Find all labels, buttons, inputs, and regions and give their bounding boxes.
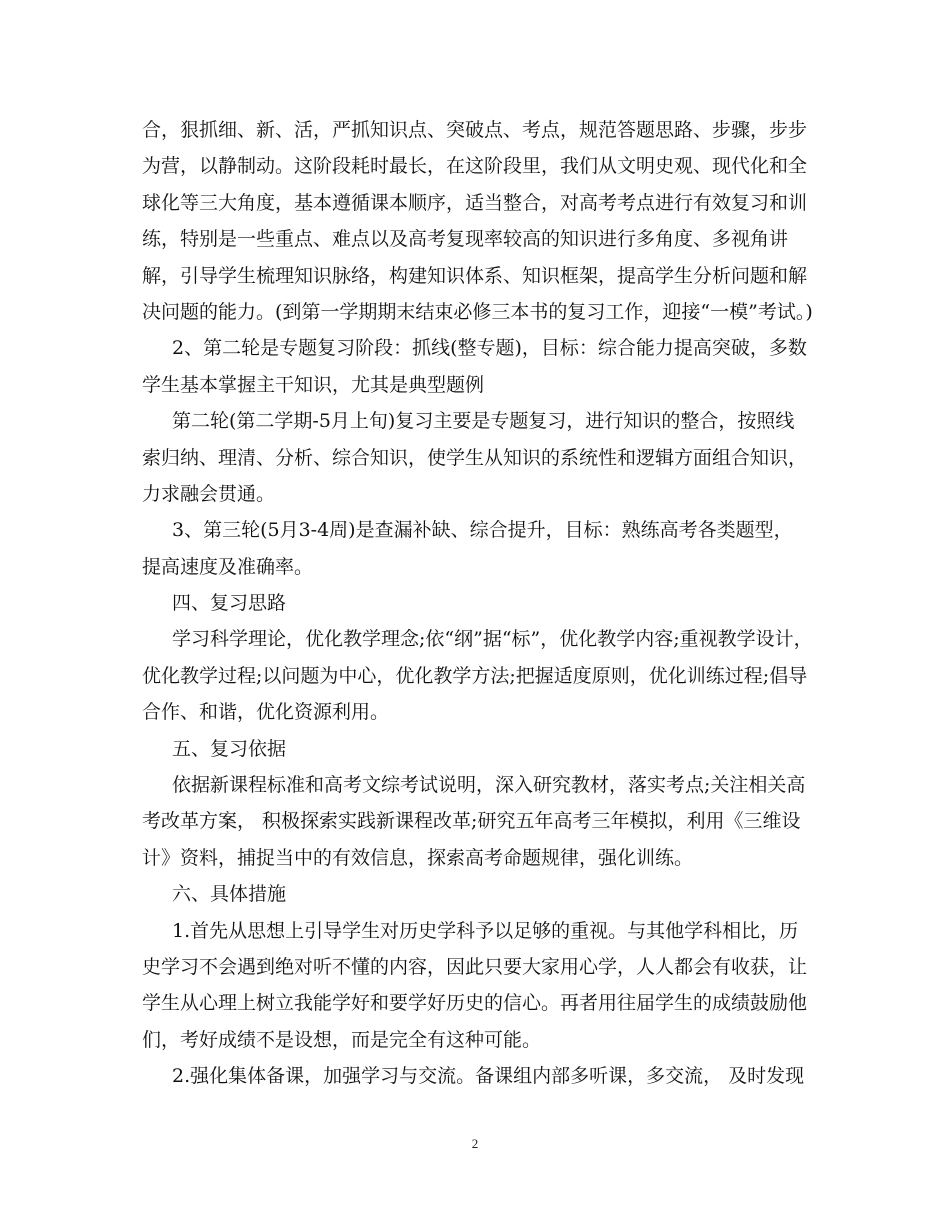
text-line: 四、复习思路 [172,592,287,615]
text-line: 为营，以静制动。这阶段耗时最长，在这阶段里，我们从文明史观、现代化和全 [142,155,808,178]
text-line: 索归纳、理清、分析、综合知识，使学生从知识的系统性和逻辑方面组合知识， [142,446,808,469]
text-line: 学生从心理上树立我能学好和要学好历史的信心。再者用往届学生的成绩鼓励他 [142,992,808,1015]
text-line: 解，引导学生梳理知识脉络，构建知识体系、知识框架，提高学生分析问题和解 [142,264,808,287]
text-line: 五、复习依据 [172,737,287,760]
text-line: 合作、和谐，优化资源利用。 [142,701,390,724]
text-line: 们，考好成绩不是设想，而是完全有这种可能。 [142,1028,542,1051]
text-line: 力求融会贯通。 [142,482,276,505]
text-line: 3、第三轮(5月3-4周)是查漏补缺、综合提升，目标：熟练高考各类题型， [172,519,793,542]
text-line: 六、具体措施 [172,883,287,906]
text-line: 优化教学过程;以问题为中心，优化教学方法;把握适度原则，优化训练过程;倡导 [142,664,808,687]
text-line: 学生基本掌握主干知识，尤其是典型题例 [142,373,485,396]
text-line: 考改革方案， 积极探索实践新课程改革;研究五年高考三年模拟，利用《三维设 [142,810,801,833]
text-line: 球化等三大角度，基本遵循课本顺序，适当整合，对高考考点进行有效复习和训 [142,191,808,214]
text-line: 依据新课程标准和高考文综考试说明，深入研究教材，落实考点;关注相关高 [172,774,806,797]
document-body [142,112,813,1095]
text-line: 第二轮(第二学期-5月上旬)复习主要是专题复习，进行知识的整合，按照线 [172,410,795,433]
text-line: 计》资料，捕捉当中的有效信息，探索高考命题规律，强化训练。 [142,846,694,869]
text-line: 1.首先从思想上引导学生对历史学科予以足够的重视。与其他学科相比，历 [172,919,799,942]
text-line: 决问题的能力。(到第一学期期末结束必修三本书的复习工作，迎接“一模”考试。) [142,300,813,323]
text-line: 2.强化集体备课，加强学习与交流。备课组内部多听课，多交流， 及时发现 [172,1065,805,1088]
text-line: 学习科学理论，优化教学理念;依“纲”据“标”，优化教学内容;重视教学设计， [172,628,813,651]
text-line: 2、第二轮是专题复习阶段：抓线(整专题)，目标：综合能力提高突破，多数 [172,337,807,360]
text-line: 提高速度及准确率。 [142,555,314,578]
text-line: 史学习不会遇到绝对听不懂的内容，因此只要大家用心学，人人都会有收获，让 [142,955,808,978]
text-line: 练，特别是一些重点、难点以及高考复现率较高的知识进行多角度、多视角讲 [142,228,789,251]
text-line: 合，狠抓细、新、活，严抓知识点、突破点、考点，规范答题思路、步骤，步步 [142,119,808,141]
page-number: 2 [471,1136,479,1151]
